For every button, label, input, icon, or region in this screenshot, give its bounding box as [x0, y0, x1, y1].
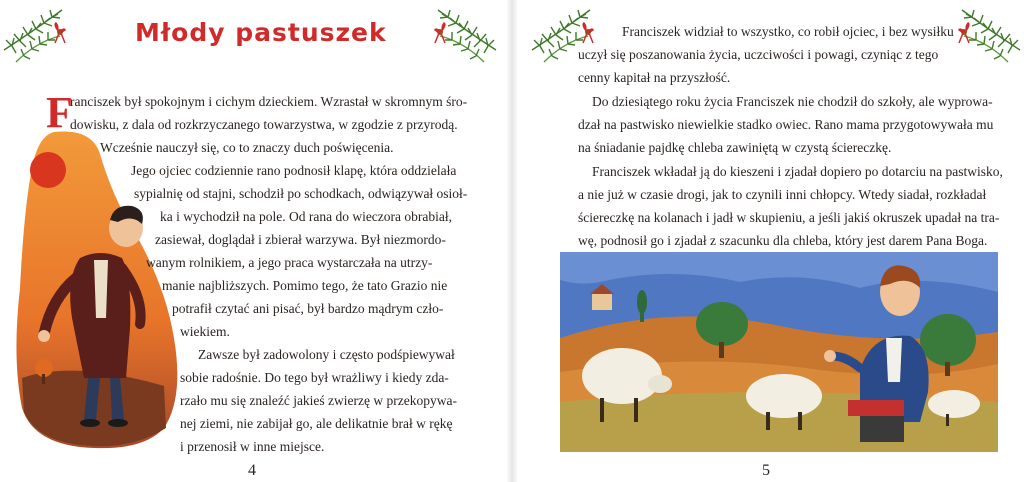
text-line: cenny kapitał na przyszłość.	[578, 70, 731, 85]
text-line: Jego ojciec codziennie rano podnosił klapę, która oddzielała	[131, 163, 457, 178]
page-number: 5	[762, 462, 770, 479]
text-line: nej ziemi, nie zabijał go, ale delikatnie brał w rękę	[180, 416, 453, 431]
right-page	[512, 0, 1024, 482]
text-line: ranciszek był spokojnym i cichym dzieckiem. Wzrastał w skromnym śro-	[70, 94, 468, 109]
text-line: Do dziesiątego roku życia Franciszek nie chodził do szkoły, ale wyprowa-	[592, 94, 993, 109]
text-line: sypialnię od stajni, schodził po schodkach, odwiązywał osioł-	[134, 186, 468, 201]
page-number: 4	[248, 462, 256, 479]
shepherd-boy-with-sheep-illustration	[560, 252, 998, 452]
text-line: uczył się poszanowania życia, uczciwości i powagi, czyniąc z tego	[578, 47, 939, 62]
text-line: rzało mu się znaleźć jakieś zwierzę w przekopywa-	[180, 393, 457, 408]
pine-branch-corner-icon	[942, 2, 1022, 64]
text-line: dzał na pastwisko niewielkie stadko owiec. Rano mama przygotowywała mu	[578, 117, 994, 132]
text-line: a nie już w czasie drogi, jak to czynili inni chłopcy. Wtedy siadał, rozkładał	[578, 187, 987, 202]
text-line: Franciszek wkładał ją do kieszeni i zjadał dopiero po dotarciu na pastwisko,	[592, 164, 1003, 179]
drop-cap: F	[46, 88, 73, 137]
text-line: i przenosił w inne miejsce.	[180, 439, 325, 454]
book-gutter	[506, 0, 518, 482]
pine-branch-corner-icon	[2, 2, 82, 64]
text-line: ka i wychodził na pole. Od rana do wieczora obrabiał,	[160, 209, 453, 224]
chapter-title: Młody pastuszek	[135, 18, 387, 47]
text-line: wę, podnosił go i zjadał z szacunku dla chleba, który jest darem Pana Boga.	[578, 233, 988, 248]
text-line: manie najbliższych. Pomimo tego, że tato Grazio nie	[162, 278, 448, 293]
text-line: potrafił czytać ani pisać, był bardzo mądrym czło-	[172, 301, 444, 316]
text-line: zasiewał, doglądał i zbierał warzywa. Był niezmordo-	[155, 232, 446, 247]
text-line: dowisku, z dala od rozkrzyczanego towarzystwa, w zgodzie z przyrodą.	[70, 117, 458, 132]
text-line: ściereczkę na kolanach i jadł w skupieniu, a jeśli jakiś okruszek upadał na tra-	[578, 210, 1000, 225]
pine-branch-corner-icon	[418, 2, 498, 64]
text-line: wanym rolnikiem, a jego praca wystarczała na utrzy-	[146, 255, 433, 270]
text-line: Franciszek widział to wszystko, co robił ojciec, i bez wysiłku	[622, 24, 954, 39]
text-line: wiekiem.	[180, 324, 230, 339]
text-line: sobie radośnie. Do tego był wrażliwy i kiedy zda-	[180, 370, 449, 385]
text-line: Zawsze był zadowolony i często podśpiewywał	[198, 347, 455, 362]
text-line: na śniadanie pajdkę chleba zawiniętą w czystą ściereczkę.	[578, 140, 892, 155]
text-line: Wcześnie nauczył się, co to znaczy duch poświęcenia.	[100, 140, 394, 155]
